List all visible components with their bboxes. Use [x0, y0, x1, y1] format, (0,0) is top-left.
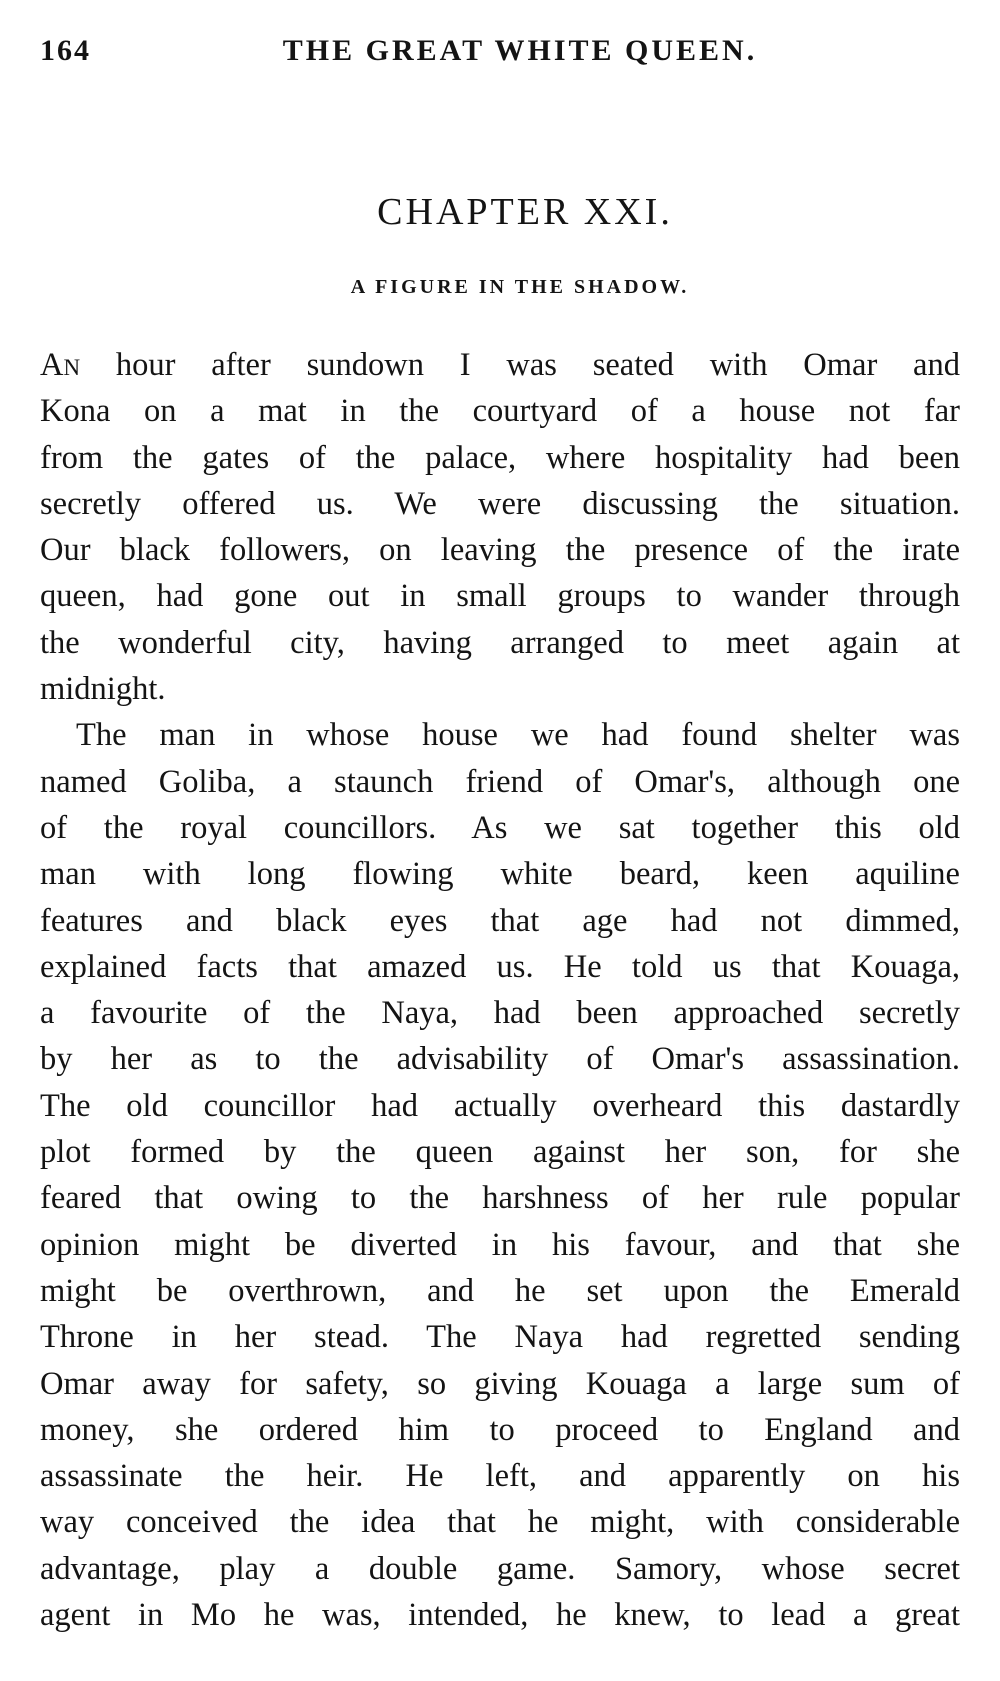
text-line: might be overthrown, and he set upon the Emerald	[40, 1272, 960, 1309]
text-line: An hour after sundown I was seated with Omar and	[40, 347, 960, 383]
text-line: Omar away for safety, so giving Kouaga a large sum of	[40, 1365, 960, 1402]
text-line: secretly offered us. We were discussing the situation.	[40, 485, 960, 522]
text-line: Our black followers, on leaving the presence of the irate	[40, 532, 960, 569]
text-line: man with long flowing white beard, keen aquiline	[40, 856, 960, 893]
text-line: assassinate the heir. He left, and apparently on his	[40, 1458, 960, 1495]
text-line: queen, had gone out in small groups to wander through	[40, 578, 960, 615]
text-line: by her as to the advisability of Omar's assassination.	[40, 1041, 960, 1078]
text-line: a favourite of the Naya, had been approached secretly	[40, 995, 960, 1032]
text-line: plot formed by the queen against her son, for she	[40, 1134, 960, 1171]
paragraph-2	[40, 712, 960, 1638]
text-line: Kona on a mat in the courtyard of a house not far	[40, 393, 960, 430]
text-line: feared that owing to the harshness of her rule popular	[40, 1180, 960, 1217]
text-line: named Goliba, a staunch friend of Omar's, although one	[40, 763, 960, 800]
page-number: 164	[40, 34, 91, 67]
running-title: THE GREAT WHITE QUEEN.	[282, 34, 758, 67]
paragraph-1	[40, 342, 960, 712]
text-line: features and black eyes that age had not dimmed,	[40, 902, 960, 939]
lead-word: An	[40, 347, 81, 383]
text-line: the wonderful city, having arranged to meet again at	[40, 624, 960, 661]
text-line: opinion might be diverted in his favour, and that she	[40, 1226, 960, 1263]
text-line: The man in whose house we had found shelter was	[76, 717, 960, 754]
running-head	[40, 34, 940, 74]
body-text	[40, 342, 960, 1638]
text-line: explained facts that amazed us. He told us that Kouaga,	[40, 948, 960, 985]
text-line: The old councillor had actually overheard this dastardly	[40, 1087, 960, 1124]
text-line: midnight.	[40, 671, 166, 708]
chapter-subtitle: A FIGURE IN THE SHADOW.	[350, 276, 690, 298]
text-line: agent in Mo he was, intended, he knew, to lead a great	[40, 1597, 960, 1634]
text-line: Throne in her stead. The Naya had regretted sending	[40, 1319, 960, 1356]
text-line: from the gates of the palace, where hospitality had been	[40, 439, 960, 476]
text-line: of the royal councillors. As we sat together this old	[40, 809, 960, 846]
text-line: advantage, play a double game. Samory, whose secret	[40, 1550, 960, 1587]
chapter-heading: CHAPTER XXI.	[377, 191, 673, 233]
text-line: money, she ordered him to proceed to England and	[40, 1411, 960, 1448]
text-line: way conceived the idea that he might, with considerable	[40, 1504, 960, 1541]
